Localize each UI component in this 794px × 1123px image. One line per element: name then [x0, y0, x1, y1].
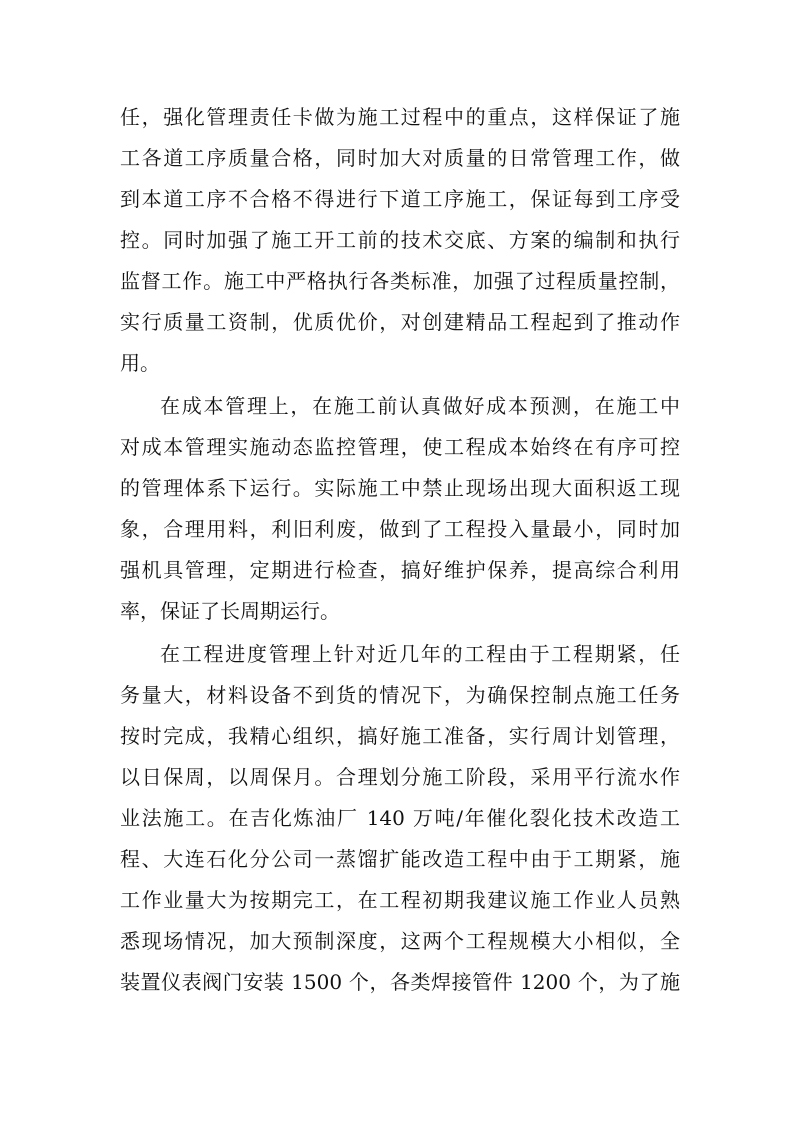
text-line: 按时完成，我精心组织，搞好施工准备，实行周计划管理， [120, 724, 680, 748]
text-line: 监督工作。施工中严格执行各类标准，加强了过程质量控制， [120, 269, 680, 293]
text-line: 的管理体系下运行。实际施工中禁止现场出现大面积返工现 [120, 476, 680, 500]
text-line: 控。同时加强了施工开工前的技术交底、方案的编制和执行 [120, 228, 680, 252]
text-line: 装置仪表阀门安装 1500 个，各类焊接管件 1200 个，为了施 [120, 970, 680, 994]
text-line: 程、大连石化分公司一蒸馏扩能改造工程中由于工期紧，施 [120, 847, 680, 871]
text-line: 实行质量工资制，优质优价，对创建精品工程起到了推动作 [120, 310, 680, 334]
text-line: 用。 [120, 351, 160, 375]
text-line: 在工程进度管理上针对近几年的工程由于工程期紧，任 [160, 642, 680, 666]
text-line: 对成本管理实施动态监控管理，使工程成本始终在有序可控 [120, 435, 680, 459]
text-line: 悉现场情况，加大预制深度，这两个工程规模大小相似，全 [120, 929, 680, 953]
text-line: 工作业量大为按期完工，在工程初期我建议施工作业人员熟 [120, 888, 680, 912]
text-line: 务量大，材料设备不到货的情况下，为确保控制点施工任务 [120, 683, 680, 707]
text-line: 率，保证了长周期运行。 [120, 599, 340, 623]
text-line: 象，合理用料，利旧利废，做到了工程投入量最小，同时加 [120, 517, 680, 541]
text-line: 在成本管理上，在施工前认真做好成本预测，在施工中 [160, 394, 680, 418]
text-line: 以日保周，以周保月。合理划分施工阶段，采用平行流水作 [120, 765, 680, 789]
text-line: 任，强化管理责任卡做为施工过程中的重点，这样保证了施 [120, 105, 680, 129]
text-line: 强机具管理，定期进行检查，搞好维护保养，提高综合利用 [120, 558, 680, 582]
text-line: 工各道工序质量合格，同时加大对质量的日常管理工作，做 [120, 146, 680, 170]
text-line: 业法施工。在吉化炼油厂 140 万吨/年催化裂化技术改造工 [120, 806, 680, 830]
text-line: 到本道工序不合格不得进行下道工序施工，保证每到工序受 [120, 187, 680, 211]
